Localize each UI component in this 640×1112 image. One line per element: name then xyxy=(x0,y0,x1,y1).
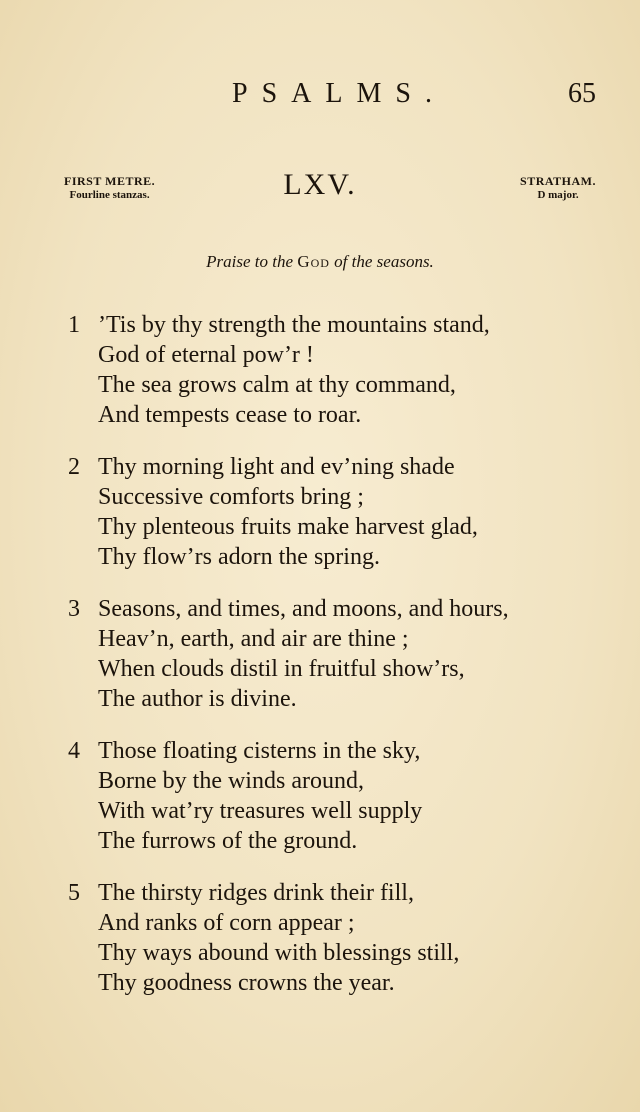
subtitle-post: of the seasons. xyxy=(329,252,434,271)
verse-line: Borne by the winds around, xyxy=(98,768,364,794)
verse-line: And tempests cease to roar. xyxy=(98,402,362,428)
running-head xyxy=(0,78,640,118)
metre-line-1: FIRST METRE. xyxy=(64,174,156,188)
verse-line: Heav’n, earth, and air are thine ; xyxy=(98,626,409,652)
tune-line-2: D major. xyxy=(537,189,579,201)
verse-line: The thirsty ridges drink their fill, xyxy=(98,880,414,906)
stanza-list xyxy=(0,310,640,1020)
tune-line-1: STRATHAM. xyxy=(520,174,596,188)
verse-line: Those floating cisterns in the sky, xyxy=(98,738,421,764)
verse-line: The author is divine. xyxy=(98,686,297,712)
verse-line: When clouds distil in fruitful show’rs, xyxy=(98,656,465,682)
stanza-4 xyxy=(0,736,640,878)
verse-line: The furrows of the ground. xyxy=(98,828,358,854)
verse-number: 5 xyxy=(68,880,80,906)
verse-line: Thy goodness crowns the year. xyxy=(98,970,395,996)
verse-line: ’Tis by thy strength the mountains stand, xyxy=(98,312,490,338)
subtitle-god: God xyxy=(297,252,330,271)
verse-number: 1 xyxy=(68,312,80,338)
verse-line: Thy flow’rs adorn the spring. xyxy=(98,544,380,570)
verse-line: With wat’ry treasures well supply xyxy=(98,798,423,824)
verse-line: And ranks of corn appear ; xyxy=(98,910,355,936)
psalm-number: LXV. xyxy=(283,168,357,201)
verse-number: 4 xyxy=(68,738,80,764)
tune-label xyxy=(520,174,596,202)
page-number: 65 xyxy=(568,78,596,109)
psalm-heading xyxy=(0,168,640,208)
subtitle-pre: Praise to the xyxy=(206,252,298,271)
stanza-5 xyxy=(0,878,640,1020)
verse-line: Thy ways abound with blessings still, xyxy=(98,940,460,966)
stanza-3 xyxy=(0,594,640,736)
stanza-1 xyxy=(0,310,640,452)
metre-line-2: Fourline stanzas. xyxy=(69,189,150,201)
psalm-subtitle xyxy=(0,252,640,272)
verse-line: Seasons, and times, and moons, and hours, xyxy=(98,596,509,622)
verse-line: God of eternal pow’r ! xyxy=(98,342,314,368)
verse-line: Thy plenteous fruits make harvest glad, xyxy=(98,514,478,540)
verse-line: Successive comforts bring ; xyxy=(98,484,364,510)
verse-number: 3 xyxy=(68,596,80,622)
running-title: PSALMS. xyxy=(232,78,446,109)
verse-number: 2 xyxy=(68,454,80,480)
verse-line: The sea grows calm at thy command, xyxy=(98,372,456,398)
stanza-2 xyxy=(0,452,640,594)
verse-line: Thy morning light and ev’ning shade xyxy=(98,454,455,480)
